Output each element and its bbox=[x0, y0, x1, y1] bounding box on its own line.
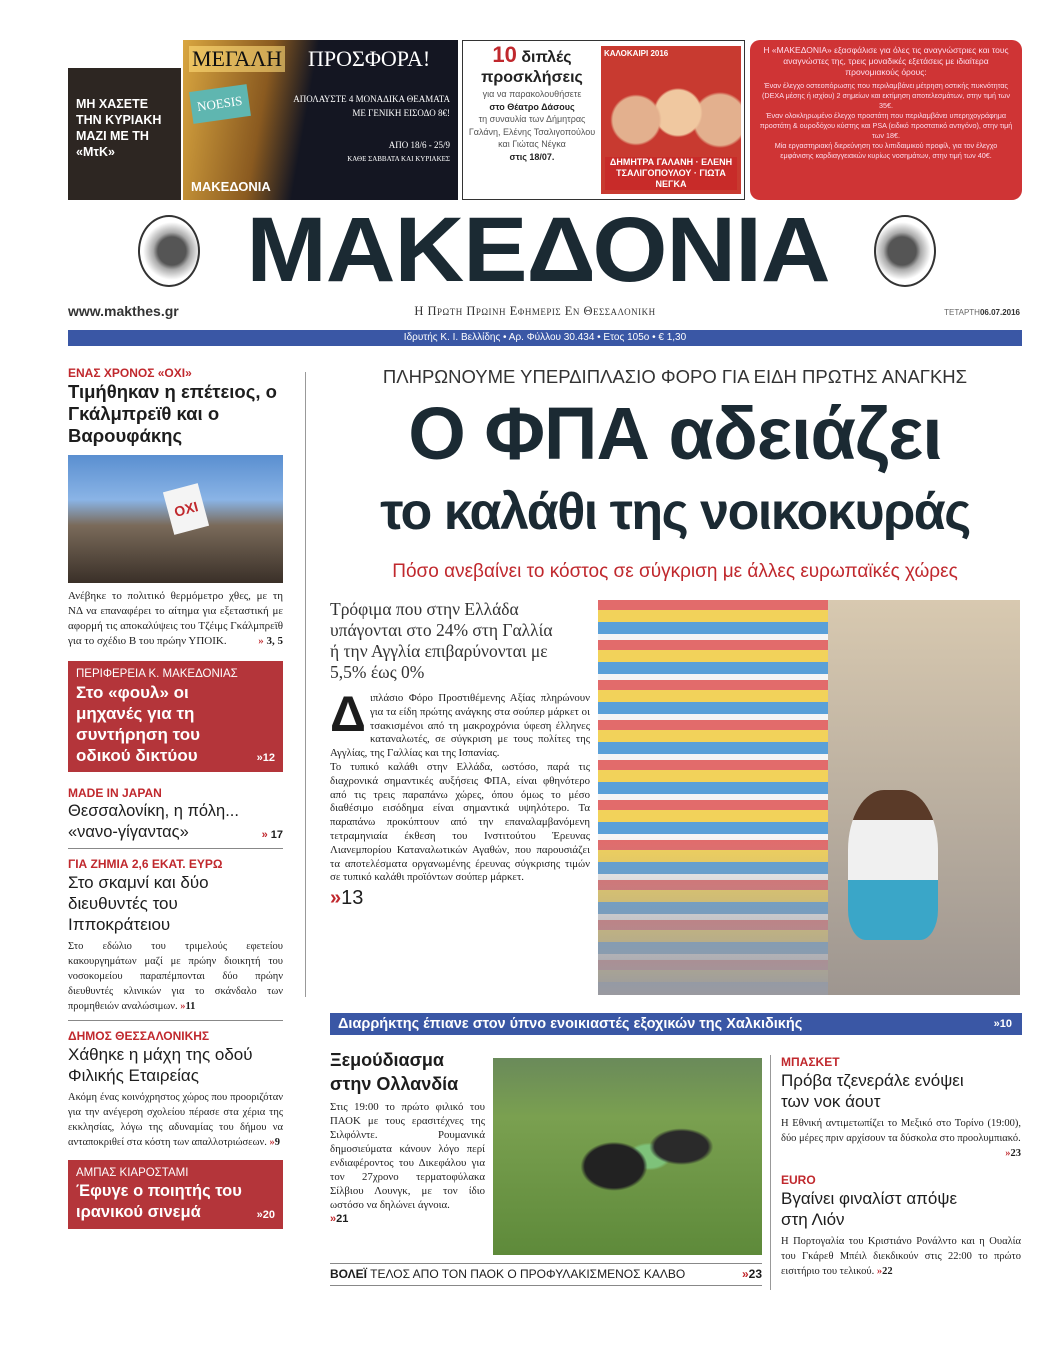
dropcap: Δ bbox=[330, 686, 366, 742]
story-photo-protest bbox=[68, 455, 283, 583]
ad-date: στις 18/07. bbox=[509, 151, 555, 162]
lead-body-p2: Το τυπικό καλάθι στην Ελλάδα, ωστόσο, παρά τις διαχρονικά σημαντικές αυξήσεις ΦΠΑ, είναι φθηνότερο από τις τρεις παραπάνω χώρες, όπου όμως το μέσο διαθέσιμο εισόδημα είναι σημαντικά υψηλότερο. Τα παραπάνω προκύπτουν από την επαναλαμβανόμενη τετραμηνιαία έκθεση του Ινστιτούτου Έρευνας Λιανεμπορίου Καταναλωτικών Αγαθών, που παρουσιάζει τα αποτελέσματα οργανωμένης έρευνας σύγκρισης τιμών σε τυπικό καλάθι προϊόντων σούπερ μάρκετ. bbox=[330, 760, 590, 884]
lead-headline-1[interactable]: Ο ΦΠΑ αδειάζει bbox=[408, 392, 942, 475]
lead-text-column bbox=[330, 599, 590, 909]
story-kicker: ΓΙΑ ΖΗΜΙΑ 2,6 ΕΚΑΤ. ΕΥΡΩ bbox=[68, 857, 223, 871]
ad-venue: στο Θέατρο Δάσους bbox=[489, 101, 575, 112]
issue-date bbox=[944, 308, 1020, 317]
brief-text: ΤΕΛΟΣ ΑΠΟ ΤΟΝ ΠΑΟΚ Ο ΠΡΟΦΥΛΑΚΙΣΜΕΝΟΣ ΚΑΛΒΟ bbox=[370, 1267, 686, 1281]
lead-headline-2[interactable]: το καλάθι της νοικοκυράς bbox=[380, 483, 970, 541]
masthead-title: ΜΑΚΕΔΟΝΙΑ bbox=[246, 199, 830, 301]
story-ref: »20 bbox=[256, 1209, 275, 1221]
story-ref: 23 bbox=[1010, 1148, 1021, 1159]
story-basket[interactable]: ΜΠΑΣΚΕΤ Πρόβα τζενεράλε ενόψει των νοκ άουτ Η Εθνική αντιμετωπίζει το Μεξικό στο Τορίνο (19:00), δύο μέρες πριν αρχίσουν τα δύσκολα στο προολυμπιακό. »23 bbox=[781, 1055, 1021, 1159]
ad-concert-invitations[interactable] bbox=[462, 40, 745, 200]
ad-text1: για να παρακολουθήσετε bbox=[482, 89, 582, 99]
story-euro[interactable]: EURO Βγαίνει φιναλίστ απόψε στη Λιόν Η Πορτογαλία του Κριστιάνο Ρονάλντο και η Ουαλία του Γκάρεθ Μπέιλ διεκδικούν στις 22:00 το πρώτο εισιτήριο του τελικού. »22 bbox=[781, 1173, 1021, 1277]
ad-intro: Η «ΜΑΚΕΔΟΝΙΑ» εξασφάλισε για όλες τις αναγνώστριες και τους αναγνώστες της, τρεις μοναδικές εξετάσεις με ιδιαίτερα προνομιακούς όρους: bbox=[763, 45, 1009, 77]
masthead-tagline: Η Πρωτη Πρωινη Εφημερις Εν Θεσσαλονικη bbox=[414, 304, 656, 318]
ad-num: 10 bbox=[492, 42, 517, 67]
ad-health-exams[interactable] bbox=[750, 40, 1022, 200]
story-kicker: ΑΜΠΑΣ ΚΙΑΡΟΣΤΑΜΙ bbox=[76, 1167, 189, 1179]
lead-kicker: ΠΛΗΡΩΝΟΥΜΕ ΥΠΕΡΔΙΠΛΑΣΙΟ ΦΟΡΟ ΓΙΑ ΕΙΔΗ ΠΡΩΤΗΣ ΑΝΑΓΚΗΣ bbox=[382, 366, 968, 387]
lead-photo-supermarket bbox=[598, 600, 1020, 995]
story-kicker: MADE IN JAPAN bbox=[68, 786, 162, 800]
brief-ref: 23 bbox=[748, 1267, 762, 1281]
lead-subhead: Πόσο ανεβαίνει το κόστος σε σύγκριση με άλλες ευρωπαϊκές χώρες bbox=[392, 561, 958, 582]
story-kiarostami[interactable] bbox=[68, 1160, 283, 1229]
story-title: Στο σκαμνί και δύο διευθυντές του Ιπποκράτειου bbox=[68, 873, 209, 934]
story-ref: 3, 5 bbox=[266, 635, 283, 647]
ad-title2: προσκλήσεις bbox=[481, 69, 583, 86]
poster-names: ΔΗΜΗΤΡΑ ΓΑΛΑΝΗ · ΕΛΕΝΗ ΤΣΑΛΙΓΟΠΟΥΛΟΥ · ΓΙΩΤΑ ΝΕΓΚΑ bbox=[605, 157, 737, 190]
story-title: Στο «φουλ» οι μηχανές για τη συντήρηση του οδικού δικτύου bbox=[76, 683, 200, 765]
poster-top: ΚΑΛΟΚΑΙΡΙ 2016 bbox=[604, 49, 669, 58]
issue-day: ΤΕΤΑΡΤΗ bbox=[944, 308, 980, 317]
story-hippokrateio[interactable]: ΓΙΑ ΖΗΜΙΑ 2,6 ΕΚΑΤ. ΕΥΡΩ Στο σκαμνί και δύο διευθυντές του Ιπποκράτειου Στο εδώλιο του τριμελούς εφετείου κακουργημάτων μαζί με πρώην διοικητή του νοσοκομείου παραπέμπονται δύο πρώην διευθυντές κλινικών για το σκάνδαλο των προμηθειών αναλώσιμων. »11 bbox=[68, 857, 283, 1021]
masthead-info-bar bbox=[68, 330, 1022, 346]
story-title: Χάθηκε η μάχη της οδού Φιλικής Εταιρείας bbox=[68, 1045, 253, 1085]
strap-ref: »10 bbox=[993, 1018, 1012, 1030]
brief-kicker: ΒΟΛΕΪ bbox=[330, 1267, 368, 1281]
lead-ref[interactable] bbox=[330, 887, 590, 909]
story-title: Βγαίνει φιναλίστ απόψε στη Λιόν bbox=[781, 1189, 958, 1229]
strap-burglar[interactable] bbox=[330, 1013, 1022, 1035]
ad-title-left: ΜΕΓΑΛΗ bbox=[189, 46, 285, 72]
story-kicker: ΜΠΑΣΚΕΤ bbox=[781, 1055, 840, 1069]
brief-volley[interactable]: ΒΟΛΕΪ ΤΕΛΟΣ ΑΠΟ ΤΟΝ ΠΑΟΚ Ο ΠΡΟΦΥΛΑΚΙΣΜΕΝΟΣ ΚΑΛΒΟ »23 bbox=[330, 1263, 762, 1286]
concert-poster bbox=[601, 46, 741, 194]
ad-text2: τη συναυλία των Δήμητρας Γαλάνη, Ελένης Τσαλιγοπούλου και Γιώτας Νέγκα bbox=[468, 114, 596, 149]
website-link[interactable]: www.makthes.gr bbox=[68, 303, 179, 319]
sunday-promo-text: ΜΗ ΧΑΣΕΤΕ ΤΗΝ ΚΥΡΙΑΚΗ ΜΑΖΙ ΜΕ ΤΗ «ΜτΚ» bbox=[76, 97, 162, 159]
ad-p2: Έναν ολοκληρωμένο έλεγχο προστάτη που περιλαμβάνει υπερηχογράφημα προστάτη & ουροδόχου κύστης και PSA (ειδικό προστατικό αντιγόνο), στην τιμή των 18€. bbox=[759, 111, 1013, 140]
strap-text: Διαρρήκτης έπιανε στον ύπνο ενοικιαστές εξοχικών της Χαλκιδικής bbox=[338, 1016, 803, 1032]
ad-logo: ΜΑΚΕΔΟΝΙΑ bbox=[191, 179, 271, 194]
story-kicker: ΕΝΑΣ ΧΡΟΝΟΣ «ΟΧΙ» bbox=[68, 366, 192, 380]
lead-body bbox=[330, 686, 590, 885]
story-title: Πρόβα τζενεράλε ενόψει των νοκ άουτ bbox=[781, 1071, 964, 1111]
ad-title1: διπλές bbox=[521, 49, 572, 66]
sunday-promo-box[interactable] bbox=[68, 68, 181, 200]
ref-arrow-icon: » bbox=[330, 887, 342, 910]
ad-dates: ΑΠΟ 18/6 - 25/9 bbox=[388, 140, 450, 150]
story-title: Έφυγε ο ποιητής του ιρανικού σινεμά bbox=[76, 1182, 242, 1221]
story-oxi[interactable]: ΕΝΑΣ ΧΡΟΝΟΣ «ΟΧΙ» Τιμήθηκαν η επέτειος, ο Γκάλμπρεϊθ και ο Βαρουφάκης ΟΧΙ Ανέβηκε το πολιτικό θερμόμετρο χθες, με τη ΝΔ να επαναφέρει το αίτημα για εξεταστική με αφορμή τις αποκαλύψεις του Τζέιμς Γκάλμπρεϊθ για το σχέδιο Β του πρώην ΥΠΟΙΚ. » 3, 5 bbox=[68, 366, 283, 647]
story-body: Η Εθνική αντιμετωπίζει το Μεξικό στο Τορίνο (19:00), δύο μέρες πριν αρχίσουν τα δύσκολα στο προολυμπιακό. bbox=[781, 1118, 1021, 1144]
story-ref: 11 bbox=[185, 1001, 196, 1012]
ad-noesis[interactable] bbox=[183, 40, 458, 200]
story-title: Θεσσαλονίκη, η πόλη... «νανο-γίγαντας» bbox=[68, 802, 239, 841]
ad-days: ΚΑΘΕ ΣΑΒΒΑΤΑ ΚΑΙ ΚΥΡΙΑΚΕΣ bbox=[347, 155, 450, 163]
issue-date-value: 06.07.2016 bbox=[979, 308, 1020, 317]
story-paok[interactable]: Ξεμούδιασμα στην Ολλανδία Στις 19:00 το πρώτο φιλικό του ΠΑΟΚ με τους ερασιτέχνες της Σιλφόλντε. Ρουμανικά δημοσιεύματα κάνουν λόγο περί ενδιαφέροντος του Δικεφάλου για τον 27χρονο τερματοφύλακα Σίλβιου Λουνγκ, με τον ίδιο ωστόσο να δηλώνει άγνοια. »21 bbox=[330, 1050, 485, 1225]
ad-title-right: ΠΡΟΣΦΟΡΑ! bbox=[308, 46, 431, 71]
lead-deck: Τρόφιμα που στην Ελλάδα υπάγονται στο 24% στη Γαλλία ή την Αγγλία επιβαρύνονται με 5,5% έως 0% bbox=[330, 599, 553, 682]
sports-divider bbox=[770, 1055, 771, 1290]
story-ref: 22 bbox=[882, 1266, 893, 1277]
sports-block bbox=[330, 1048, 762, 1286]
story-kicker: ΔΗΜΟΣ ΘΕΣΣΑΛΟΝΙΚΗΣ bbox=[68, 1029, 210, 1043]
story-ref: 21 bbox=[336, 1213, 349, 1225]
story-body: Ανέβηκε το πολιτικό θερμόμετρο χθες, με τη ΝΔ να επαναφέρει το αίτημα για εξεταστική με αφορμή τις αποκαλύψεις του Τζέιμς Γκάλμπρεϊθ για το σχέδιο Β του πρώην ΥΠΟΙΚ. bbox=[68, 590, 283, 647]
story-kicker: ΠΕΡΙΦΕΡΕΙΑ Κ. ΜΑΚΕΔΟΝΙΑΣ bbox=[76, 668, 238, 680]
story-ref: »12 bbox=[256, 752, 275, 764]
noesis-badge: NOESIS bbox=[189, 84, 250, 124]
story-body: Ακόμη ένας κοινόχρηστος χώρος που προοριζόταν για την ανέγερση σχολείου πέρασε στα χέρια της εκκλησίας, λόγω της αδυναμίας του δήμου να ανταποκριθεί στα κόστη των απαλλοτριώσεων. bbox=[68, 1092, 283, 1148]
story-body: Στο εδώλιο του τριμελούς εφετείου κακουργημάτων μαζί με πρώην διοικητή του νοσοκομείου παραπέμπονται δύο πρώην διευθυντές κλινικών για το σκάνδαλο των προμηθειών αναλώσιμων. bbox=[68, 941, 283, 1012]
story-filiki-etaireia[interactable]: ΔΗΜΟΣ ΘΕΣΣΑΛΟΝΙΚΗΣ Χάθηκε η μάχη της οδού Φιλικής Εταιρείας Ακόμη ένας κοινόχρηστος χώρος που προοριζόταν για την ανέγερση σχολείου πέρασε στα χέρια της εκκλησίας, λόγω της αδυναμίας του δήμου να ανταποκριθεί στα κόστη των απαλλοτριώσεων. »9 bbox=[68, 1029, 283, 1148]
story-kicker: EURO bbox=[781, 1173, 816, 1187]
ad-line2: ΜΕ ΓΕΝΙΚΗ ΕΙΣΟΔΟ 8€! bbox=[352, 108, 450, 118]
story-body: Η Πορτογαλία του Κριστιάνο Ρονάλντο και η Ουαλία του Γκάρεθ Μπέιλ διεκδικούν στις 22:00 το πρώτο εισιτήριο του τελικού. bbox=[781, 1236, 1021, 1277]
photo-football-training bbox=[493, 1058, 762, 1255]
story-ref: 17 bbox=[270, 829, 283, 841]
ad-p1: Έναν έλεγχο οστεοπόρωσης που περιλαμβάνει μέτρηση οστικής πυκνότητας (DEXA μέσης ή ισχίου) 2 σημείων και εκτίμηση αποτελεσμάτων, στην τιμή των 35€. bbox=[762, 81, 1010, 110]
masthead-info: Ιδρυτής Κ. Ι. Βελλίδης • Αρ. Φύλλου 30.434 • Ετος 105ο • € 1,30 bbox=[403, 332, 687, 343]
story-title: Τιμήθηκαν η επέτειος, ο Γκάλμπρεϊθ και ο Βαρουφάκης bbox=[68, 381, 277, 446]
ad-p3: Μία εργαστηριακή διερεύνηση του λιπιδαιμικού προφίλ, για τον έλεγχο εμφάνισης καρδιαγγειακών κυρίως νοσημάτων, στην τιμή των 40€. bbox=[774, 141, 998, 160]
story-japan[interactable]: MADE IN JAPAN Θεσσαλονίκη, η πόλη... «νανο-γίγαντας» » 17 bbox=[68, 786, 283, 849]
story-body: Στις 19:00 το πρώτο φιλικό του ΠΑΟΚ με τους ερασιτέχνες της Σιλφόλντε. Ρουμανικά δημοσιεύματα κάνουν λόγο περί ενδιαφέροντος του Δικεφάλου για τον 27χρονο τερματοφύλακα Σίλβιου Λουνγκ, με τον ίδιο ωστόσο να δηλώνει άγνοια. bbox=[330, 1101, 485, 1211]
column-divider bbox=[305, 372, 306, 997]
story-title: Ξεμούδιασμα στην Ολλανδία bbox=[330, 1050, 459, 1094]
story-road-network[interactable] bbox=[68, 661, 283, 772]
ad-line1: ΑΠΟΛΑΥΣΤΕ 4 ΜΟΝΑΔΙΚΑ ΘΕΑΜΑΤΑ bbox=[293, 94, 450, 104]
right-column bbox=[781, 1055, 1021, 1279]
flag-oxi: ΟΧΙ bbox=[163, 483, 209, 535]
left-column bbox=[68, 366, 283, 1229]
story-ref: 9 bbox=[274, 1137, 280, 1148]
lead-ref-number: 13 bbox=[341, 887, 364, 910]
lead-body-p1: ιπλάσιο Φόρο Προστιθέμενης Αξίας πληρώνουν για τα είδη πρώτης ανάγκης στα σούπερ μάρκετ οι τσακισμένοι από τη μακροχρόνια ύφεση έλληνες καταναλωτές, σε σύγκριση με τους πολίτες της Αγγλίας, της Γαλλίας και της Ισπανίας. bbox=[330, 692, 590, 760]
